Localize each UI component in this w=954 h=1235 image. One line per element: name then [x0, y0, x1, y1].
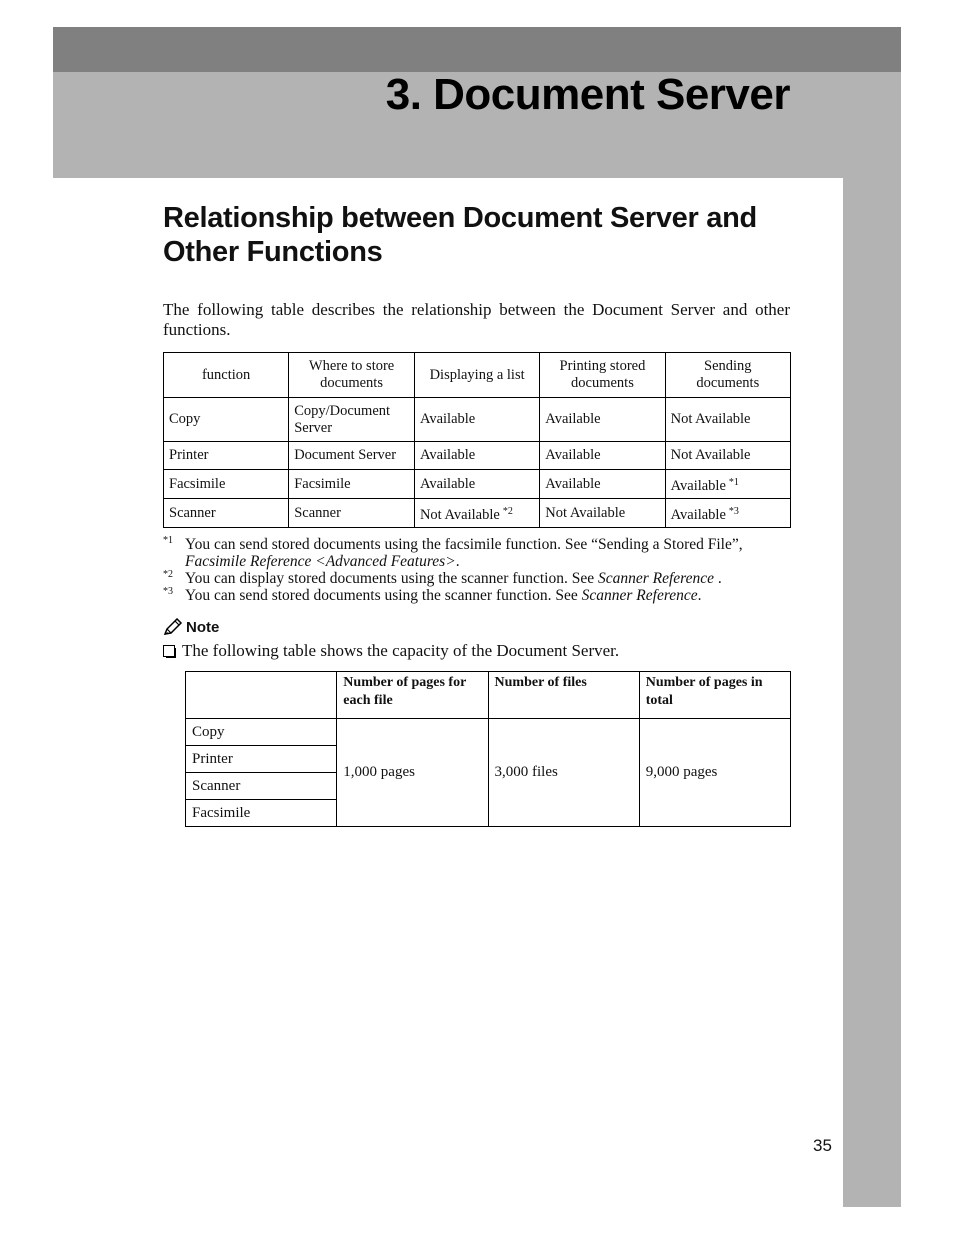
header-pages-total: Number of pages in total	[639, 672, 790, 719]
footnote-mark: *2	[163, 569, 173, 580]
cell-print: Available	[540, 398, 665, 442]
cell-function: Facsimile	[164, 470, 289, 499]
cell-print: Available	[540, 442, 665, 470]
reference-link: Scanner Reference	[581, 587, 698, 604]
checkbox-icon	[163, 645, 175, 657]
cell-print: Not Available	[540, 499, 665, 528]
cell-store: Facsimile	[289, 470, 415, 499]
footnote-ref: *2	[502, 505, 513, 517]
cell-function: Scanner	[186, 773, 337, 800]
table-row	[164, 442, 791, 470]
cell-function: Facsimile	[186, 800, 337, 827]
pencil-icon	[163, 618, 183, 636]
footnotes	[163, 536, 793, 604]
cell-function: Copy	[164, 398, 289, 442]
header-number-of-files: Number of files	[488, 672, 639, 719]
cell-function: Printer	[164, 442, 289, 470]
table-row	[164, 398, 791, 442]
side-band	[843, 178, 901, 1207]
reference-link: Facsimile Reference <Advanced Features>	[185, 553, 456, 570]
table-row	[186, 719, 791, 746]
header-band-dark	[53, 27, 901, 72]
table-header-row	[164, 353, 791, 398]
cell-store: Copy/Document Server	[289, 398, 415, 442]
cell-function: Printer	[186, 746, 337, 773]
cell-print: Available	[540, 470, 665, 499]
note-text: The following table shows the capacity of the Document Server.	[182, 641, 620, 660]
cell-display: Available	[414, 398, 539, 442]
reference-link: Scanner Reference	[597, 570, 715, 587]
cell-send: Available $^{*3}$	[665, 499, 790, 528]
note-item	[163, 641, 619, 661]
footnote-ref: *1	[728, 476, 739, 488]
section-title: Relationship between Document Server and Other Functions	[163, 202, 757, 268]
cell-store: Scanner	[289, 499, 415, 528]
chapter-title: 3. Document Server	[385, 70, 790, 119]
note-heading	[163, 618, 219, 636]
cell-send: Available $^{*1}$	[665, 470, 790, 499]
cell-send: Not Available	[665, 442, 790, 470]
header-pages-per-file: Number of pages for each file	[337, 672, 488, 719]
footnote-1: *1 You can send stored documents using the facsimile function. See “Sending a Stored File”, Facsimile Reference <Advanced Features>.	[163, 536, 793, 570]
header-sending-documents: Sending documents	[665, 353, 790, 398]
cell-pages-per-file: 1,000 pages	[337, 719, 488, 827]
capacity-table	[185, 671, 791, 827]
footnote-ref: *3	[728, 505, 739, 517]
cell-display: Available	[414, 470, 539, 499]
cell-store: Document Server	[289, 442, 415, 470]
header-where-to-store: Where to store documents	[289, 353, 415, 398]
cell-pages-total: 9,000 pages	[639, 719, 790, 827]
header-displaying-list: Displaying a list	[414, 353, 539, 398]
table-row	[164, 499, 791, 528]
cell-display: Available	[414, 442, 539, 470]
footnote-3: *3 You can send stored documents using the scanner function. See Scanner Reference.	[163, 587, 793, 604]
function-relationship-table	[163, 352, 791, 528]
footnote-mark: *1	[163, 535, 173, 546]
cell-files: 3,000 files	[488, 719, 639, 827]
header-function: function	[164, 353, 289, 398]
footnote-mark: *3	[163, 586, 173, 597]
intro-paragraph: The following table describes the relationship between the Document Server and other functions.	[163, 300, 790, 339]
note-label: Note	[186, 618, 220, 636]
table-row	[164, 470, 791, 499]
header-blank	[186, 672, 337, 719]
cell-function: Scanner	[164, 499, 289, 528]
table-header-row	[186, 672, 791, 719]
header-printing-stored: Printing stored documents	[540, 353, 665, 398]
page-number: 35	[813, 1136, 832, 1155]
cell-display: Not Available $^{*2}$	[414, 499, 539, 528]
cell-send: Not Available	[665, 398, 790, 442]
footnote-2: *2 You can display stored documents using the scanner function. See Scanner Reference .	[163, 570, 793, 587]
cell-function: Copy	[186, 719, 337, 746]
